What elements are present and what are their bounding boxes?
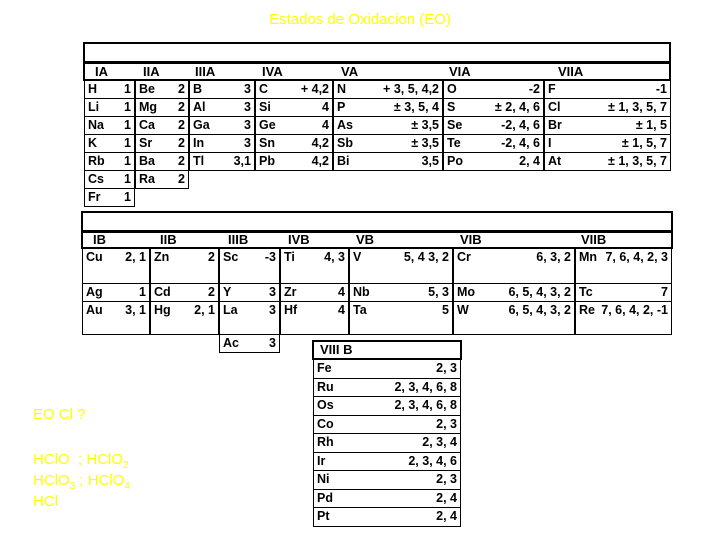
separator: ; (78, 451, 83, 468)
element-symbol: B (193, 82, 203, 96)
oxidation-states: 1 (124, 172, 131, 186)
element-cell-iiib (219, 301, 280, 335)
group-header-viib: VIIB (581, 232, 607, 247)
group-header-iva: IVA (262, 64, 283, 79)
oxidation-states: 3 (269, 285, 276, 299)
element-symbol: Ni (317, 472, 330, 486)
element-cell-ia (84, 80, 135, 99)
element-symbol: Mg (139, 100, 158, 114)
oxidation-states: 2 (178, 172, 185, 186)
element-symbol: O (447, 82, 457, 96)
group-header-ia: IA (95, 64, 108, 79)
question-line: EO Cl ? (33, 406, 86, 423)
formula-line-1 (33, 451, 129, 471)
element-symbol: Fe (317, 361, 332, 375)
element-symbol: La (223, 303, 238, 317)
group-header-viia: VIIA (558, 64, 584, 79)
element-symbol: At (548, 154, 562, 168)
oxidation-states: 2 (208, 250, 215, 264)
element-cell-iib (150, 301, 219, 335)
oxidation-states: 2 (178, 118, 185, 132)
element-symbol: Rb (88, 154, 105, 168)
element-symbol: Sr (139, 136, 153, 150)
element-cell-ib (82, 301, 150, 335)
element-cell-iiib (219, 248, 280, 284)
element-symbol: Ta (353, 303, 367, 317)
element-cell-viiib (313, 415, 461, 435)
oxidation-states: 4, 3 (324, 250, 345, 264)
element-cell-viia (544, 152, 671, 171)
element-cell-ia (84, 152, 135, 171)
element-symbol: Zr (284, 285, 297, 299)
element-cell-vb (349, 248, 453, 284)
element-symbol: Te (447, 136, 461, 150)
element-symbol: Se (447, 118, 463, 132)
element-cell-viia (544, 80, 671, 99)
element-symbol: Fr (88, 190, 101, 204)
oxidation-states: 3 (244, 100, 251, 114)
element-symbol: Ca (139, 118, 155, 132)
oxidation-states: 5, 3 (428, 285, 449, 299)
element-cell-ia (84, 98, 135, 117)
element-cell-iib (150, 283, 219, 302)
oxidation-states: 4 (322, 118, 329, 132)
separator: ; (79, 472, 84, 489)
group-header-iia: IIA (143, 64, 160, 79)
group-header-iiib: IIIB (228, 232, 249, 247)
element-symbol: Mn (579, 250, 598, 264)
element-cell-iiib (219, 334, 280, 353)
oxidation-states: 6, 3, 2 (536, 250, 571, 264)
table2-header-bar (81, 211, 673, 232)
element-cell-vb (349, 283, 453, 302)
element-symbol: Co (317, 416, 334, 431)
element-symbol: Ge (259, 118, 276, 132)
oxidation-states: 2, 3, 4, 6, 8 (394, 398, 457, 412)
element-symbol: N (337, 82, 347, 96)
oxidation-states: 2, 3 (436, 361, 457, 375)
oxidation-states: 2, 3, 4 (422, 435, 457, 449)
element-symbol: Cr (457, 250, 471, 264)
element-symbol: Ti (284, 250, 295, 264)
element-cell-viia (544, 98, 671, 117)
group-header-vb: VB (356, 232, 375, 247)
element-cell-ia (84, 134, 135, 153)
oxidation-states: 7, 6, 4, 2, 3 (605, 250, 668, 264)
oxidation-states: 3 (244, 118, 251, 132)
element-cell-viiib (313, 396, 461, 416)
element-cell-ia (84, 170, 135, 189)
oxidation-states: 2, 1 (125, 250, 146, 264)
oxidation-states: 1 (124, 136, 131, 150)
element-cell-iiia (189, 152, 255, 171)
oxidation-states: 2 (178, 100, 185, 114)
oxidation-states: ± 1, 5, 7 (621, 136, 667, 150)
oxidation-states: 4 (338, 303, 345, 317)
oxidation-states: -2, 4, 6 (501, 136, 540, 150)
element-symbol: H (88, 82, 98, 96)
element-cell-iia (135, 152, 189, 171)
oxidation-states: 1 (139, 285, 146, 299)
formula-hclo2: HClO (86, 451, 124, 468)
oxidation-states: 2, 4 (436, 490, 457, 505)
element-cell-iva (255, 116, 333, 135)
group-header-iib: IIB (160, 232, 177, 247)
oxidation-states: ± 1, 3, 5, 7 (608, 100, 667, 114)
element-symbol: Rh (317, 435, 334, 449)
element-symbol: Cd (154, 285, 171, 299)
element-cell-iia (135, 116, 189, 135)
oxidation-states: 2 (178, 154, 185, 168)
element-cell-vib (453, 248, 575, 284)
oxidation-states: ± 1, 5 (635, 118, 667, 132)
element-symbol: Ra (139, 172, 155, 186)
element-symbol: W (457, 303, 469, 317)
formula-hclo4: HClO (87, 472, 125, 489)
oxidation-states: ± 3,5 (411, 136, 439, 150)
oxidation-states: 5, 4 3, 2 (403, 250, 449, 264)
oxidation-states: 2 (178, 136, 185, 150)
oxidation-states: + 3, 5, 4,2 (383, 82, 439, 96)
element-cell-viib (575, 301, 672, 335)
element-cell-iia (135, 98, 189, 117)
element-cell-ivb (280, 301, 349, 335)
element-cell-viiib (313, 507, 461, 527)
element-cell-iiia (189, 116, 255, 135)
element-cell-ib (82, 248, 150, 284)
element-symbol: Mo (457, 285, 476, 299)
element-cell-viiib (313, 470, 461, 490)
oxidation-states: 1 (124, 82, 131, 96)
element-cell-iiib (219, 283, 280, 302)
oxidation-states: -3 (264, 250, 276, 264)
element-symbol: Cl (548, 100, 561, 114)
group-header-vib: VIB (460, 232, 482, 247)
formula-hclo2-sub: 2 (123, 460, 129, 471)
formula-hclo3-sub: 3 (69, 481, 76, 492)
element-cell-iia (135, 170, 189, 189)
element-cell-va (333, 116, 443, 135)
element-cell-va (333, 80, 443, 99)
element-cell-ivb (280, 283, 349, 302)
element-symbol: Tc (579, 285, 593, 299)
oxidation-states: 3 (269, 303, 276, 317)
element-cell-iva (255, 80, 333, 99)
element-symbol: Ba (139, 154, 155, 168)
element-symbol: I (548, 136, 552, 150)
oxidation-states: 2, 4 (519, 154, 540, 168)
element-symbol: Cs (88, 172, 104, 186)
element-symbol: Li (88, 100, 100, 114)
oxidation-states: 1 (124, 118, 131, 132)
element-symbol: Hf (284, 303, 298, 317)
element-symbol: Na (88, 118, 104, 132)
oxidation-states: 2 (178, 82, 185, 96)
element-cell-viiib (313, 433, 461, 453)
oxidation-states: 1 (124, 154, 131, 168)
oxidation-states: 4,2 (311, 136, 329, 150)
oxidation-states: 2, 3 (436, 472, 457, 486)
element-symbol: Br (548, 118, 562, 132)
oxidation-states: ± 1, 3, 5, 7 (608, 154, 667, 168)
element-cell-vib (453, 283, 575, 302)
element-cell-via (443, 134, 544, 153)
element-symbol: P (337, 100, 346, 114)
group-header-via: VIA (449, 64, 471, 79)
element-symbol: Y (223, 285, 232, 299)
element-symbol: Po (447, 154, 463, 168)
element-symbol: Ir (317, 453, 326, 468)
element-cell-iia (135, 134, 189, 153)
oxidation-states: 1 (124, 100, 131, 114)
element-cell-via (443, 80, 544, 99)
element-cell-va (333, 98, 443, 117)
oxidation-states: 6, 5, 4, 3, 2 (508, 285, 571, 299)
formula-line-3: HCl (33, 493, 58, 510)
element-cell-viiib (313, 359, 461, 379)
oxidation-states: 3 (244, 136, 251, 150)
element-cell-iia (135, 80, 189, 99)
oxidation-states: 7, 6, 4, 2, -1 (601, 303, 668, 317)
element-symbol: Pd (317, 490, 333, 505)
element-cell-va (333, 134, 443, 153)
oxidation-states: 2, 3, 4, 6 (408, 453, 457, 468)
element-cell-vb (349, 301, 453, 335)
element-symbol: Zn (154, 250, 170, 264)
element-symbol: Pt (317, 509, 330, 523)
element-symbol: Sn (259, 136, 275, 150)
element-cell-viib (575, 248, 672, 284)
oxidation-states: -2 (528, 82, 540, 96)
oxidation-states: 3,1 (233, 154, 251, 168)
element-symbol: As (337, 118, 353, 132)
element-symbol: Ac (223, 336, 239, 350)
element-symbol: Nb (353, 285, 370, 299)
page-title: Estados de Oxidacion (EO) (269, 11, 451, 28)
element-symbol: V (353, 250, 362, 264)
element-symbol: Ag (86, 285, 103, 299)
oxidation-states: 2, 1 (194, 303, 215, 317)
element-cell-ia (84, 116, 135, 135)
formula-line-2 (33, 472, 130, 492)
element-symbol: Bi (337, 154, 350, 168)
oxidation-states: ± 3,5 (411, 118, 439, 132)
element-symbol: C (259, 82, 269, 96)
oxidation-states: -1 (655, 82, 667, 96)
element-symbol: Os (317, 398, 334, 412)
element-cell-viia (544, 134, 671, 153)
element-cell-viiib (313, 452, 461, 472)
oxidation-states: 3 (269, 336, 276, 350)
oxidation-states: ± 2, 4, 6 (494, 100, 540, 114)
oxidation-states: 4,2 (311, 154, 329, 168)
oxidation-states: 1 (124, 190, 131, 204)
group-header-ivb: IVB (288, 232, 310, 247)
element-symbol: Be (139, 82, 155, 96)
element-cell-iiia (189, 80, 255, 99)
element-cell-viiib (313, 378, 461, 398)
element-symbol: Al (193, 100, 206, 114)
oxidation-states: 2, 3, 4, 6, 8 (394, 379, 457, 394)
group-header-ib: IB (93, 232, 106, 247)
table1-header-bar (83, 42, 671, 63)
oxidation-states: 4 (338, 285, 345, 299)
element-cell-viiib (313, 489, 461, 509)
oxidation-states: ± 3, 5, 4 (393, 100, 439, 114)
element-cell-iib (150, 248, 219, 284)
element-cell-vib (453, 301, 575, 335)
element-cell-iva (255, 98, 333, 117)
element-cell-iiia (189, 134, 255, 153)
element-cell-via (443, 116, 544, 135)
oxidation-states: 3 (244, 82, 251, 96)
oxidation-states: 3,5 (421, 154, 439, 168)
oxidation-states: 7 (661, 285, 668, 299)
element-symbol: Ru (317, 379, 334, 394)
element-symbol: Sc (223, 250, 239, 264)
element-symbol: F (548, 82, 556, 96)
element-symbol: K (88, 136, 98, 150)
oxidation-states: 2 (208, 285, 215, 299)
oxidation-states: 4 (322, 100, 329, 114)
group-header-iiia: IIIA (195, 64, 216, 79)
oxidation-states: -2, 4, 6 (501, 118, 540, 132)
formula-hclo: HClO (33, 451, 70, 468)
element-symbol: Tl (193, 154, 205, 168)
element-cell-via (443, 152, 544, 171)
element-cell-iva (255, 134, 333, 153)
element-cell-viib (575, 283, 672, 302)
element-cell-iva (255, 152, 333, 171)
element-symbol: Cu (86, 250, 103, 264)
oxidation-states: 3, 1 (125, 303, 146, 317)
element-symbol: Pb (259, 154, 275, 168)
element-symbol: S (447, 100, 456, 114)
oxidation-states: 2, 4 (436, 509, 457, 523)
group-header-va: VA (341, 64, 359, 79)
element-symbol: Hg (154, 303, 171, 317)
element-cell-viia (544, 116, 671, 135)
oxidation-states: 2, 3 (436, 416, 457, 431)
oxidation-states: 6, 5, 4, 3, 2 (508, 303, 571, 317)
oxidation-states: + 4,2 (300, 82, 329, 96)
element-cell-ivb (280, 248, 349, 284)
group-header-viiib: VIII B (320, 342, 353, 357)
element-symbol: Sb (337, 136, 353, 150)
oxidation-states: 5 (442, 303, 449, 317)
element-cell-via (443, 98, 544, 117)
element-symbol: Au (86, 303, 103, 317)
element-symbol: Si (259, 100, 271, 114)
element-cell-va (333, 152, 443, 171)
formula-hclo3: HClO (33, 472, 70, 489)
formula-hclo4-sub: 4 (124, 481, 130, 492)
element-cell-ia (84, 188, 135, 207)
element-symbol: Ga (193, 118, 210, 132)
element-cell-ib (82, 283, 150, 302)
element-cell-iiia (189, 98, 255, 117)
element-symbol: In (193, 136, 205, 150)
element-symbol: Re (579, 303, 595, 317)
